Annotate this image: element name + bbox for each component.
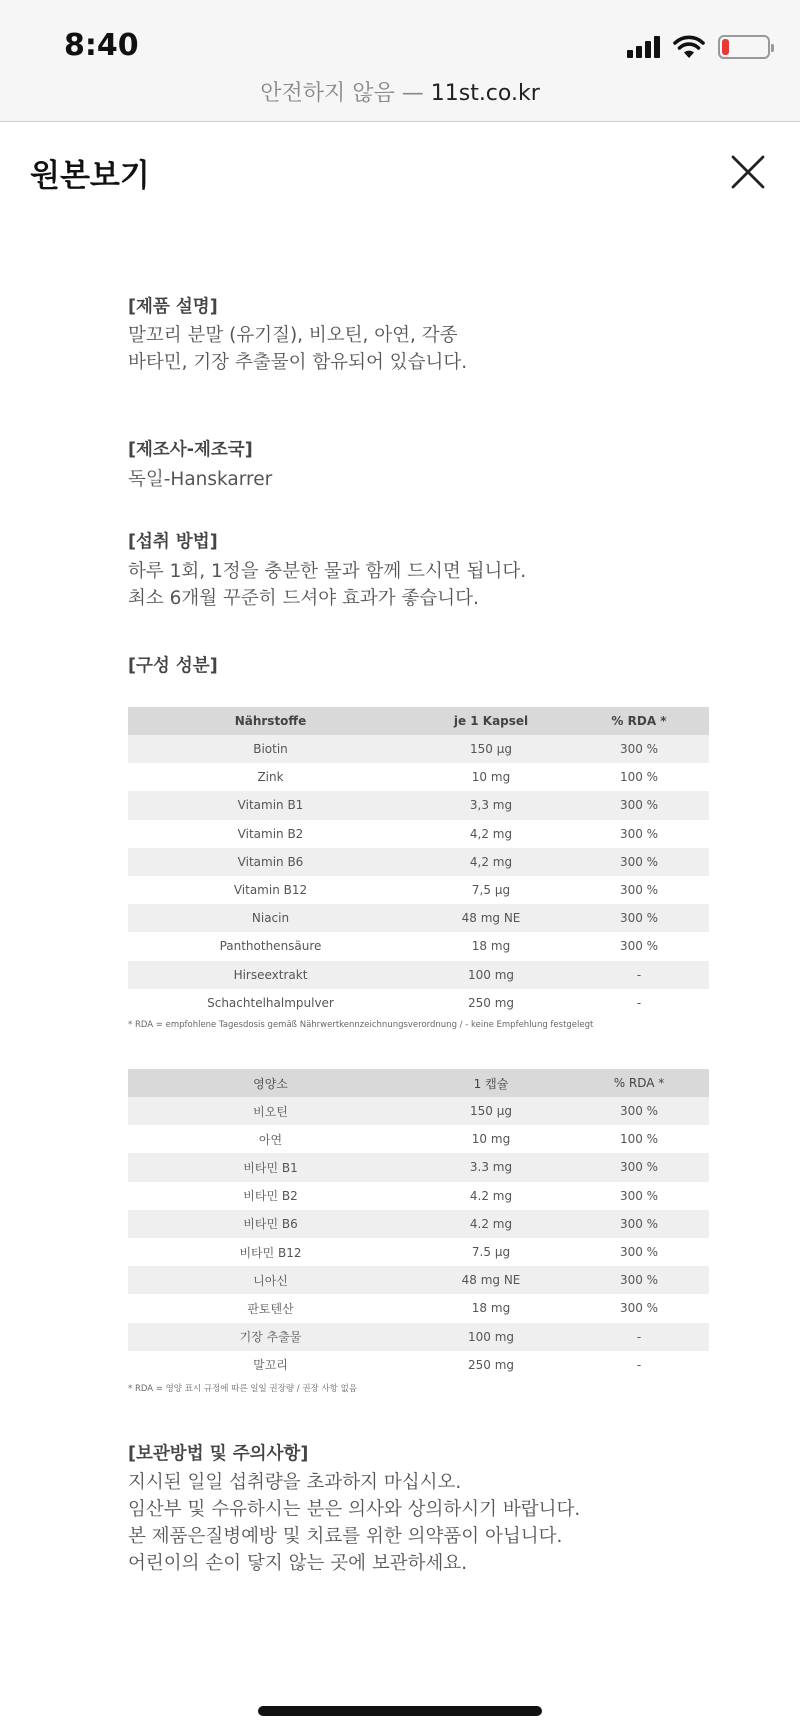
rda-cell: - [569, 961, 709, 989]
column-header-amount: je 1 Kapsel [413, 707, 569, 735]
page-title: 원본보기 [30, 158, 150, 194]
nutrient-cell: Vitamin B6 [128, 848, 413, 876]
storage-line: 지시된 일일 섭취량을 초과하지 마십시오. [128, 1472, 462, 1493]
column-header-rda: % RDA * [569, 707, 709, 735]
table-header-row [128, 707, 709, 735]
nutrition-table-german [128, 707, 709, 1017]
rda-cell: 300 % [569, 904, 709, 932]
description-body [128, 322, 467, 376]
table-row [128, 1210, 709, 1238]
amount-cell: 150 µg [413, 735, 569, 763]
table-row [128, 1182, 709, 1210]
table-row [128, 1266, 709, 1294]
status-icons [627, 34, 770, 60]
home-indicator[interactable] [258, 1706, 542, 1716]
amount-cell: 18 mg [413, 1294, 569, 1322]
ingredients-heading: [구성 성분] [128, 656, 218, 676]
amount-cell: 4,2 mg [413, 820, 569, 848]
nutrient-cell: Panthothensäure [128, 932, 413, 960]
nutrient-cell: 비타민 B1 [128, 1153, 413, 1181]
german-table-footnote: * RDA = empfohlene Tagesdosis gemäß Nährwertkennzeichnungsverordnung / - keine Empfehlung festgelegt [128, 1020, 594, 1030]
nutrient-cell: 비오틴 [128, 1097, 413, 1125]
url-domain: 11st.co.kr [430, 81, 540, 106]
status-time: 8:40 [64, 28, 139, 63]
table-row [128, 989, 709, 1017]
table-row [128, 1125, 709, 1153]
nutrient-cell: 비타민 B2 [128, 1182, 413, 1210]
table-row [128, 735, 709, 763]
amount-cell: 7.5 µg [413, 1238, 569, 1266]
close-icon[interactable] [728, 152, 768, 192]
battery-low-icon [718, 35, 770, 59]
table-row [128, 763, 709, 791]
amount-cell: 250 mg [413, 989, 569, 1017]
amount-cell: 100 mg [413, 1323, 569, 1351]
nutrient-cell: Biotin [128, 735, 413, 763]
intake-line: 하루 1회, 1정을 충분한 물과 함께 드시면 됩니다. [128, 561, 527, 582]
rda-cell: 300 % [569, 791, 709, 819]
rda-cell: 100 % [569, 763, 709, 791]
table-row [128, 876, 709, 904]
nutrient-cell: Niacin [128, 904, 413, 932]
table-row [128, 961, 709, 989]
intake-heading: [섭취 방법] [128, 532, 218, 552]
nutrient-cell: Hirseextrakt [128, 961, 413, 989]
amount-cell: 18 mg [413, 932, 569, 960]
manufacturer-heading: [제조사-제조국] [128, 440, 253, 460]
rda-cell: 300 % [569, 1182, 709, 1210]
rda-cell: 300 % [569, 1210, 709, 1238]
table-header-row [128, 1069, 709, 1097]
amount-cell: 4,2 mg [413, 848, 569, 876]
rda-cell: 300 % [569, 735, 709, 763]
amount-cell: 7,5 µg [413, 876, 569, 904]
table-row [128, 1238, 709, 1266]
nutrient-cell: Schachtelhalmpulver [128, 989, 413, 1017]
rda-cell: - [569, 1323, 709, 1351]
url-bar[interactable] [0, 76, 800, 107]
table-row [128, 1153, 709, 1181]
nutrient-cell: 비타민 B12 [128, 1238, 413, 1266]
nutrient-cell: 말꼬리 [128, 1351, 413, 1379]
nutrient-cell: Zink [128, 763, 413, 791]
rda-cell: 300 % [569, 1097, 709, 1125]
storage-line: 어린이의 손이 닿지 않는 곳에 보관하세요. [128, 1553, 468, 1574]
table-row [128, 1351, 709, 1379]
rda-cell: 300 % [569, 1153, 709, 1181]
rda-cell: 300 % [569, 932, 709, 960]
nutrient-cell: 아연 [128, 1125, 413, 1153]
table-row [128, 820, 709, 848]
rda-cell: 300 % [569, 1266, 709, 1294]
manufacturer-body [128, 466, 272, 493]
table-row [128, 932, 709, 960]
amount-cell: 250 mg [413, 1351, 569, 1379]
manufacturer-line: 독일-Hanskarrer [128, 469, 273, 490]
nutrient-cell: 비타민 B6 [128, 1210, 413, 1238]
amount-cell: 10 mg [413, 1125, 569, 1153]
battery-level [722, 39, 729, 55]
amount-cell: 4.2 mg [413, 1182, 569, 1210]
column-header-rda: % RDA * [569, 1069, 709, 1097]
rda-cell: 300 % [569, 848, 709, 876]
storage-line: 본 제품은질병예방 및 치료를 위한 의약품이 아닙니다. [128, 1526, 563, 1547]
amount-cell: 48 mg NE [413, 904, 569, 932]
rda-cell: 300 % [569, 820, 709, 848]
storage-body [128, 1469, 580, 1577]
column-header-nutrient: Nährstoffe [128, 707, 413, 735]
table-row [128, 848, 709, 876]
table-row [128, 791, 709, 819]
column-header-amount: 1 캡슐 [413, 1069, 569, 1097]
wifi-icon [672, 34, 706, 60]
amount-cell: 4.2 mg [413, 1210, 569, 1238]
description-heading: [제품 설명] [128, 297, 218, 317]
column-header-nutrient: 영양소 [128, 1069, 413, 1097]
amount-cell: 10 mg [413, 763, 569, 791]
rda-cell: - [569, 989, 709, 1017]
rda-cell: 300 % [569, 1238, 709, 1266]
description-line: 바타민, 기장 추출물이 함유되어 있습니다. [128, 352, 468, 373]
nutrient-cell: Vitamin B2 [128, 820, 413, 848]
nutrient-cell: 판토텐산 [128, 1294, 413, 1322]
intake-body [128, 558, 526, 612]
nutrient-cell: Vitamin B12 [128, 876, 413, 904]
amount-cell: 48 mg NE [413, 1266, 569, 1294]
cellular-signal-icon [627, 36, 660, 58]
rda-cell: 300 % [569, 876, 709, 904]
security-warning-label: 안전하지 않음 — [260, 81, 431, 106]
nutrient-cell: 니아신 [128, 1266, 413, 1294]
amount-cell: 100 mg [413, 961, 569, 989]
table-row [128, 1323, 709, 1351]
nutrition-table-korean [128, 1069, 709, 1379]
table-row [128, 1097, 709, 1125]
amount-cell: 3.3 mg [413, 1153, 569, 1181]
rda-cell: - [569, 1351, 709, 1379]
korean-table-footnote: * RDA = 영양 표시 규정에 따른 일일 권장량 / 권장 사항 없음 [128, 1384, 357, 1394]
nutrient-cell: 기장 추출물 [128, 1323, 413, 1351]
table-row [128, 1294, 709, 1322]
storage-line: 임산부 및 수유하시는 분은 의사와 상의하시기 바랍니다. [128, 1499, 581, 1520]
rda-cell: 100 % [569, 1125, 709, 1153]
amount-cell: 150 µg [413, 1097, 569, 1125]
table-row [128, 904, 709, 932]
description-line: 말꼬리 분말 (유기질), 비오틴, 아연, 각종 [128, 325, 458, 346]
nutrient-cell: Vitamin B1 [128, 791, 413, 819]
storage-heading: [보관방법 및 주의사항] [128, 1444, 309, 1464]
intake-line: 최소 6개월 꾸준히 드셔야 효과가 좋습니다. [128, 588, 479, 609]
amount-cell: 3,3 mg [413, 791, 569, 819]
rda-cell: 300 % [569, 1294, 709, 1322]
status-bar [0, 0, 800, 122]
